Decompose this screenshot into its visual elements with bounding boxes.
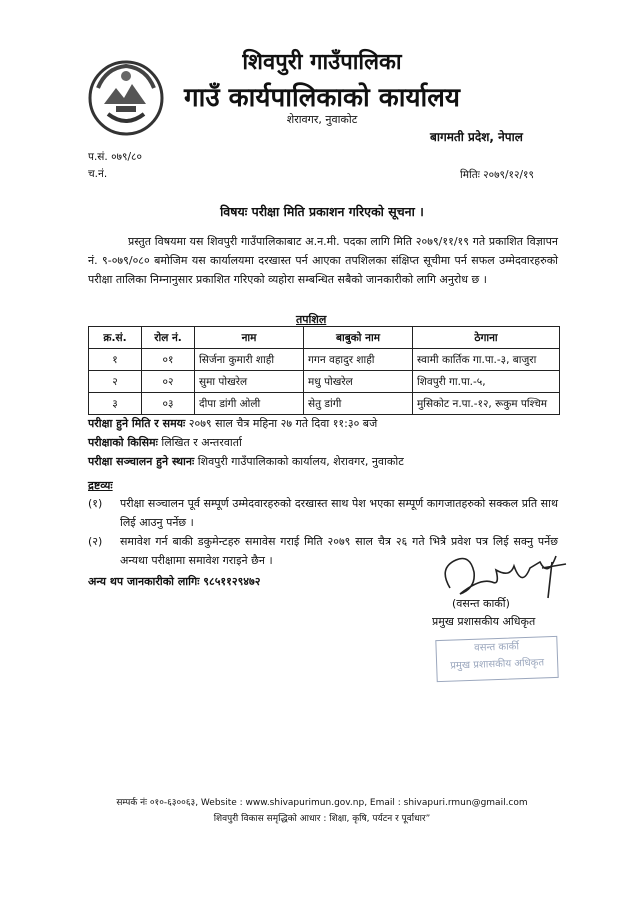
exam-type-value: लिखित र अन्तरवार्ता <box>161 436 242 449</box>
cell-address: स्वामी कार्तिक गा.पा.-३, बाजुरा <box>413 349 560 371</box>
table-row <box>89 393 560 415</box>
cell-name: सुमा पोखरेल <box>195 371 304 393</box>
table-header-row <box>89 327 560 349</box>
note-number: (२) <box>88 535 103 548</box>
cell-name: दीपा डांगी ओली <box>195 393 304 415</box>
cell-roll: ०३ <box>142 393 195 415</box>
cell-father-name: सेतु डांगी <box>304 393 413 415</box>
municipality-name: शिवपुरी गाउँपालिका <box>242 50 402 75</box>
note-text: परीक्षा सञ्चालन पूर्व सम्पूर्ण उम्मेदवारहरुको दरखास्त साथ पेश भएका सम्पूर्ण कागजातहरुको सक्कल प्रति साथ लिई आउनु पर्नेछ । <box>120 497 558 529</box>
official-stamp <box>435 636 558 682</box>
cell-address: शिवपुरी गा.पा.-५, <box>413 371 560 393</box>
exam-datetime <box>88 416 377 431</box>
office-name: गाउँ कार्यपालिकाको कार्यालय <box>184 83 460 113</box>
note-text: समावेश गर्न बाकी डकुमेन्टहरु समावेस गराई मिति २०७९ साल चैत्र २६ गते भित्रै प्रवेश पत्र लिई सक्नु पर्नेछ अन्यथा परीक्षामा समावेश गराइने छैन । <box>120 535 558 567</box>
dispatch-number: च.नं. <box>88 168 108 180</box>
document-date: मितिः २०७९/१२/१९ <box>460 169 534 181</box>
stamp-title: प्रमुख प्रशासकीय अधिकृत <box>450 657 545 672</box>
province-name: बागमती प्रदेश, नेपाल <box>430 130 523 144</box>
cell-father-name: मधु पोखरेल <box>304 371 413 393</box>
note-number: (१) <box>88 497 103 510</box>
notice-body-text: प्रस्तुत विषयमा यस शिवपुरी गाउँपालिकाबाट अ.न.मी. पदका लागि मिति २०७९/११/१९ गते प्रकाशित विज्ञापन नं. ९-०७९/०८० बमोजिम यस कार्यालयमा दरखास्त पर्न आएका तपशिलका संक्षिप्त सूचीमा पर्न सफल उम्मेदवारहरुको परीक्षा तालिका निम्नानुसार प्रकाशित गरिएको व्यहोरा सम्बन्धित सबैको जानकारीको लागि अनुरोध छ । <box>88 235 558 286</box>
cell-father-name: गगन वहादुर शाही <box>304 349 413 371</box>
signatory-name: (वसन्त कार्की) <box>452 597 510 610</box>
contact-info: अन्य थप जानकारीको लागिः ९८५११२९४७२ <box>88 575 261 588</box>
cell-serial: २ <box>89 371 142 393</box>
cell-roll: ०१ <box>142 349 195 371</box>
signatory-title: प्रमुख प्रशासकीय अधिकृत <box>432 615 536 628</box>
table-row <box>89 349 560 371</box>
exam-type-label: परीक्षाको किसिमः <box>88 436 158 449</box>
notice-subject: विषयः परीक्षा मिति प्रकाशन गरिएको सूचना । <box>220 204 424 219</box>
header-address: ठेगाना <box>413 327 560 349</box>
exam-type <box>88 435 242 450</box>
cell-name: सिर्जना कुमारी शाही <box>195 349 304 371</box>
exam-datetime-value: २०७९ साल चैत्र महिना २७ गते दिवा ११:३० बजे <box>188 417 378 430</box>
header-serial: क्र.सं. <box>89 327 142 349</box>
cell-serial: १ <box>89 349 142 371</box>
note-item <box>88 494 558 532</box>
exam-venue-value: शिवपुरी गाउँपालिकाको कार्यालय, शेरावगर, नुवाकोट <box>197 455 404 468</box>
table-caption: तपशिल <box>296 313 327 326</box>
office-address: शेरावगर, नुवाकोट <box>286 113 358 126</box>
exam-venue-label: परीक्षा सञ्चालन हुने स्थानः <box>88 455 195 468</box>
candidate-table <box>88 326 560 415</box>
cell-roll: ०२ <box>142 371 195 393</box>
reference-number: प.सं. ०७९/८० <box>88 151 142 163</box>
cell-address: मुसिकोट न.पा.-१२, रूकुम पश्चिम <box>413 393 560 415</box>
footer-contact: सम्पर्क नंः ०१०-६३००६३, Website : www.shivapurimun.gov.np, Email : shivapuri.rmun@gmail.com <box>116 798 528 808</box>
header-roll: रोल नं. <box>142 327 195 349</box>
stamp-name: वसन्त कार्की <box>473 641 520 654</box>
exam-datetime-label: परीक्षा हुने मिति र समयः <box>88 417 186 430</box>
exam-venue <box>88 454 404 469</box>
notes-title: द्रष्टव्यः <box>88 479 113 492</box>
header-father-name: बाबुको नाम <box>304 327 413 349</box>
footer-motto: शिवपुरी विकास समृद्धिको आधार : शिक्षा, कृषि, पर्यटन र पूर्वाधार” <box>213 814 431 824</box>
notice-body <box>88 232 558 289</box>
header-name: नाम <box>195 327 304 349</box>
table-row <box>89 371 560 393</box>
cell-serial: ३ <box>89 393 142 415</box>
